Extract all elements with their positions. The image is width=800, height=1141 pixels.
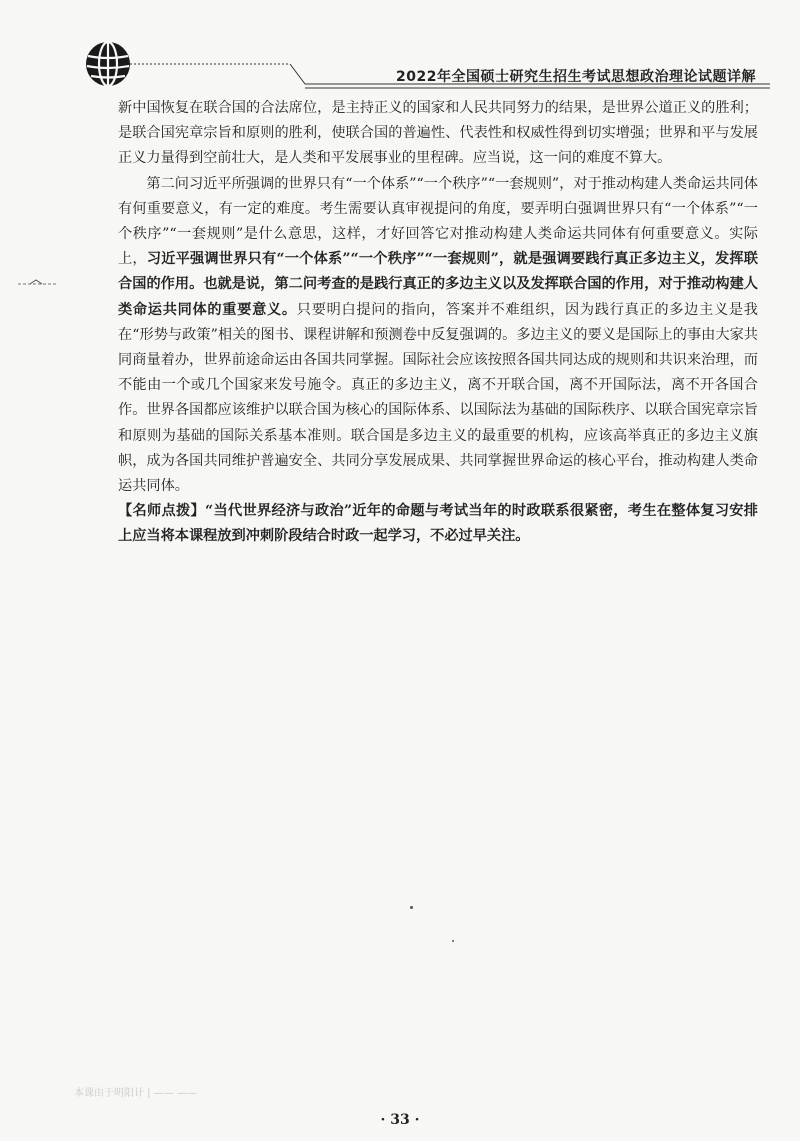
body-text: [118, 96, 758, 550]
globe-logo-icon: [84, 40, 132, 88]
paragraph-2: [118, 172, 758, 500]
paragraph-2-rest: 只要明白提问的指向，答案并不难组织，因为践行真正的多边主义是我在“形势与政策”相关的图书、课程讲解和预测卷中反复强调的。多边主义的要义是国际上的事由大家共同商量着办，世界前途命运由各国共同掌握。国际社会应该按照各国共同达成的规则和共识来治理，而不能由一个或几个国家来发号施令。真正的多边主义，离不开联合国，离不开国际法，离不开各国合作。世界各国都应该维护以联合国为核心的国际体系、以国际法为基础的国际秩序、以联合国宪章宗旨和原则为基础的国际关系基本准则。联合国是多边主义的最重要的机构，应该高举真正的多边主义旗帜，成为各国共同维护普遍安全、共同分享发展成果、共同掌握世界命运的核心平台，推动构建人类命运共同体。: [118, 301, 758, 495]
scan-speck: [452, 940, 454, 942]
faint-footer-text: 本课由于明阳计 | —— ——: [74, 1088, 197, 1098]
margin-mark: [18, 278, 58, 288]
page-number: · 33 ·: [380, 1112, 420, 1128]
running-header-title: 2022年全国硕士研究生招生考试思想政治理论试题详解: [396, 69, 756, 85]
teacher-tip: 【名师点拨】“当代世界经济与政治”近年的命题与考试当年的时政联系很紧密，考生在整体复习安排上应当将本课程放到冲刺阶段结合时政一起学习，不必过早关注。: [118, 503, 758, 545]
paragraph-2-intro: 第二问习近平所强调的世界只有“一个体系”“一个秩序”“一套规则”，对于推动构建人类命运共同体有何重要意义，有一定的难度。考生需要认真审视提问的角度，要弄明白强调世界只有“一个体系”“一个秩序”“一套规则”是什么意思，这样，才好回答它对推动构建人类命运共同体有何重要意义。实际上，: [118, 175, 758, 268]
scan-speck: [410, 906, 413, 909]
paragraph-1: 新中国恢复在联合国的合法席位，是主持正义的国家和人民共同努力的结果，是世界公道正义的胜利；是联合国宪章宗旨和原则的胜利，使联合国的普遍性、代表性和权威性得到切实增强；世界和平与发展正义力量得到空前壮大，是人类和平发展事业的里程碑。应当说，这一问的难度不算大。: [118, 100, 758, 167]
paragraph-2-emphasis: 习近平强调世界只有“一个体系”“一个秩序”“一套规则”，就是强调要践行真正多边主义，发挥联合国的作用。也就是说，第二问考查的是践行真正的多边主义以及发挥联合国的作用，对于推动构建人类命运共同体的重要意义。: [118, 251, 758, 318]
